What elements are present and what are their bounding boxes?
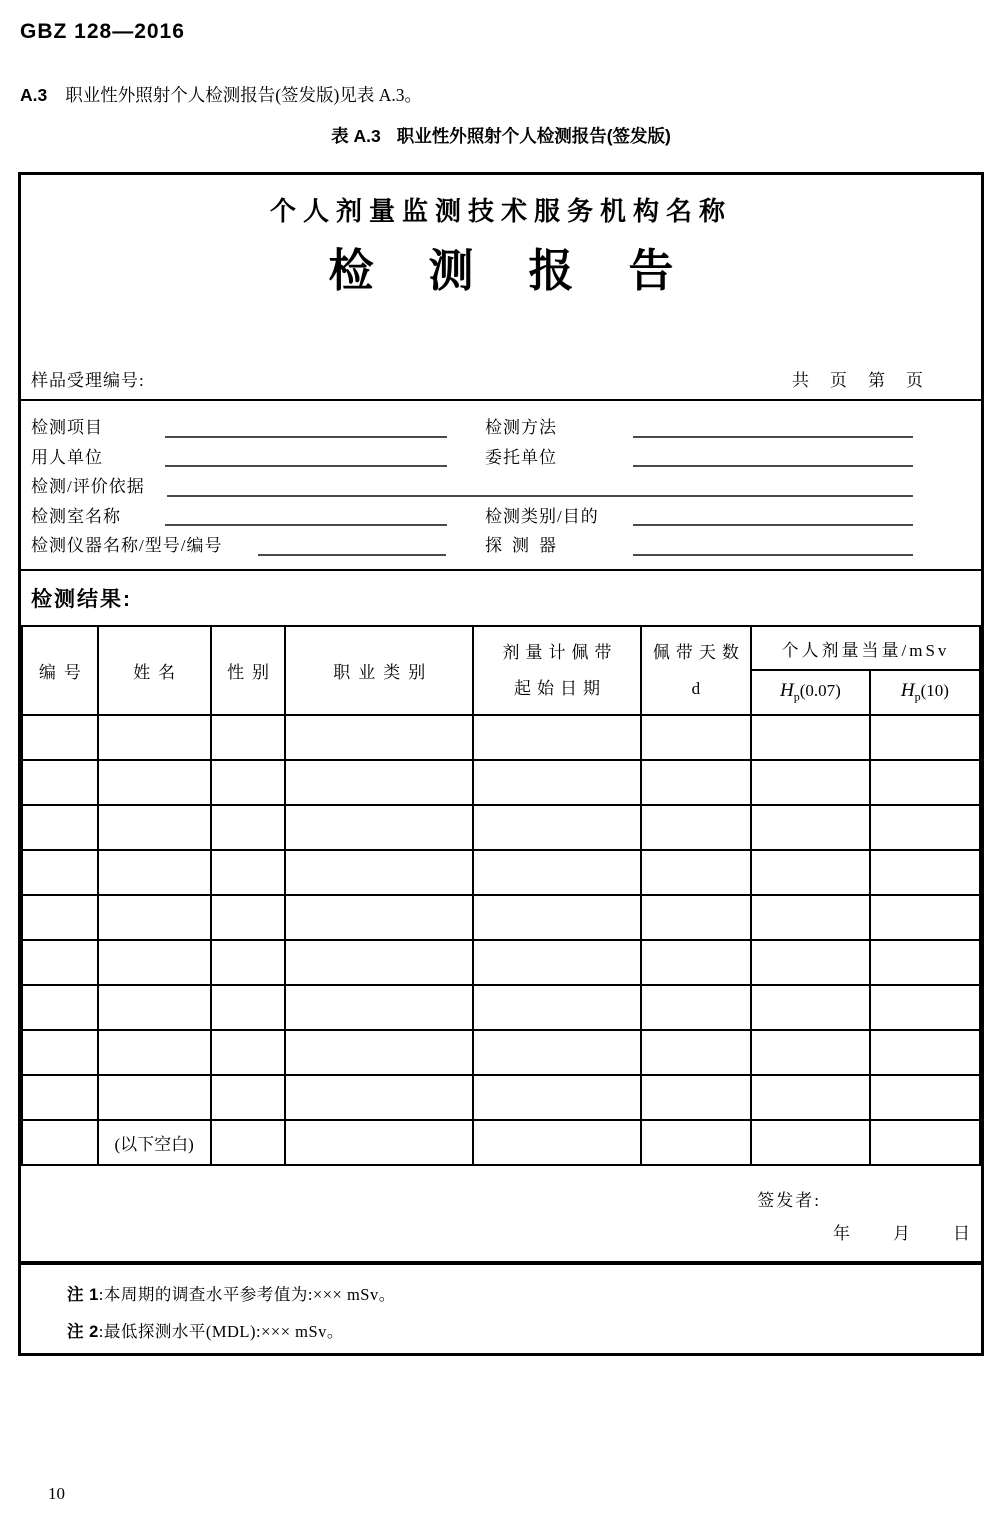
col-header-number: 编号	[22, 626, 98, 715]
table-cell	[285, 895, 473, 940]
issuer-label: 签发者:	[757, 1191, 821, 1210]
blank-line	[633, 465, 913, 467]
table-cell	[211, 940, 286, 985]
table-cell	[22, 1030, 98, 1075]
col-header-name: 姓名	[98, 626, 211, 715]
table-cell	[22, 985, 98, 1030]
table-cell	[473, 850, 641, 895]
table-row	[22, 1120, 980, 1165]
blank-line	[165, 436, 447, 438]
table-cell	[751, 715, 870, 760]
table-cell	[751, 1120, 870, 1165]
table-row	[22, 805, 980, 850]
table-cell	[473, 760, 641, 805]
table-cell	[870, 715, 980, 760]
blank-line	[165, 524, 447, 526]
table-cell	[751, 805, 870, 850]
table-cell	[211, 1075, 286, 1120]
field-label-test-method: 检测方法	[485, 418, 557, 437]
blank-line	[633, 436, 913, 438]
col-header-wear-days: 佩带天数 d	[641, 626, 751, 715]
table-cell	[870, 1075, 980, 1120]
table-cell	[870, 1030, 980, 1075]
report-form	[18, 172, 984, 1356]
signature-section	[21, 1166, 981, 1261]
table-cell	[473, 1120, 641, 1165]
report-title: 检测报告	[328, 246, 729, 296]
results-body	[22, 715, 980, 1165]
col-header-occupation: 职业类别	[285, 626, 473, 715]
table-cell	[641, 850, 751, 895]
table-cell	[22, 850, 98, 895]
table-cell	[473, 940, 641, 985]
table-cell	[285, 805, 473, 850]
table-cell	[641, 940, 751, 985]
col-header-dose-equivalent-group: 个人剂量当量/mSv	[751, 626, 980, 670]
note-1-label: 注 1	[67, 1286, 99, 1304]
table-cell	[211, 895, 286, 940]
table-row	[22, 1030, 980, 1075]
table-row	[22, 985, 980, 1030]
table-cell	[211, 760, 286, 805]
table-cell	[473, 1030, 641, 1075]
clause-number: A.3	[20, 85, 48, 105]
note-2-text: :最低探测水平(MDL):××× mSv。	[98, 1322, 344, 1341]
table-cell	[870, 805, 980, 850]
table-row	[22, 1075, 980, 1120]
form-row	[21, 530, 981, 560]
table-cell	[285, 940, 473, 985]
table-cell	[98, 760, 211, 805]
sample-number-row	[21, 366, 981, 390]
table-cell	[285, 850, 473, 895]
table-cell	[285, 1120, 473, 1165]
table-cell	[211, 1030, 286, 1075]
col-header-wear-start-date: 剂量计佩带 起始日期	[473, 626, 641, 715]
field-label-test-item: 检测项目	[31, 418, 103, 437]
note-1	[67, 1281, 981, 1305]
results-table	[21, 625, 981, 1166]
field-label-detector: 探测器	[485, 536, 566, 555]
table-cell	[22, 895, 98, 940]
table-cell	[285, 760, 473, 805]
table-cell	[98, 985, 211, 1030]
blank-line	[633, 554, 913, 556]
table-cell	[870, 1120, 980, 1165]
table-cell	[870, 760, 980, 805]
table-cell	[473, 1075, 641, 1120]
table-cell	[22, 940, 98, 985]
table-cell	[870, 895, 980, 940]
table-cell	[211, 985, 286, 1030]
table-cell	[870, 850, 980, 895]
table-row	[22, 895, 980, 940]
field-label-instrument: 检测仪器名称/型号/编号	[31, 536, 223, 555]
table-cell	[751, 1030, 870, 1075]
table-cell	[285, 1075, 473, 1120]
field-label-lab-name: 检测室名称	[31, 506, 121, 526]
table-cell	[211, 850, 286, 895]
table-cell: (以下空白)	[98, 1120, 211, 1165]
blank-line	[165, 465, 447, 467]
table-cell	[22, 805, 98, 850]
standard-code: GBZ 128—2016	[20, 20, 185, 43]
blank-line	[633, 524, 913, 526]
note-2	[67, 1318, 981, 1342]
table-cell	[473, 715, 641, 760]
table-caption-title: 职业性外照射个人检测报告(签发版)	[396, 126, 671, 146]
table-cell	[211, 805, 286, 850]
table-row	[22, 715, 980, 760]
report-header-section	[21, 191, 981, 399]
note-2-label: 注 2	[67, 1323, 99, 1341]
table-cell	[22, 1075, 98, 1120]
field-label-client: 委托单位	[485, 447, 557, 467]
table-cell	[285, 1030, 473, 1075]
table-cell	[211, 1120, 286, 1165]
clause-text: 职业性外照射个人检测报告(签发版)见表 A.3。	[65, 85, 423, 105]
table-cell	[751, 940, 870, 985]
table-cell	[641, 1030, 751, 1075]
table-row	[22, 850, 980, 895]
table-cell	[641, 760, 751, 805]
table-cell	[285, 715, 473, 760]
form-row	[21, 412, 981, 442]
table-cell	[641, 1075, 751, 1120]
field-label-test-category: 检测类别/目的	[485, 506, 599, 526]
col-header-hp10: $H_p(10)$	[870, 670, 980, 715]
table-caption-label: 表 A.3	[331, 126, 381, 146]
form-fields-section	[21, 399, 981, 569]
table-cell	[98, 1075, 211, 1120]
table-cell	[98, 805, 211, 850]
table-cell	[98, 715, 211, 760]
clause-a3	[20, 82, 422, 107]
table-cell	[211, 715, 286, 760]
table-cell	[870, 940, 980, 985]
blank-line	[258, 554, 446, 556]
table-cell	[751, 760, 870, 805]
table-cell	[22, 715, 98, 760]
table-cell	[751, 850, 870, 895]
page-number: 10	[48, 1484, 65, 1503]
table-cell	[641, 985, 751, 1030]
table-row	[22, 760, 980, 805]
sample-number-label: 样品受理编号:	[31, 371, 145, 390]
table-cell	[751, 985, 870, 1030]
results-section-label: 检测结果:	[21, 569, 981, 625]
table-cell	[98, 850, 211, 895]
field-label-employer: 用人单位	[31, 447, 103, 467]
table-caption	[0, 123, 1002, 148]
table-row	[22, 940, 980, 985]
table-cell	[641, 715, 751, 760]
table-cell	[641, 895, 751, 940]
table-cell	[473, 985, 641, 1030]
blank-line	[167, 495, 913, 497]
date-label: 年 月 日	[833, 1224, 973, 1243]
table-cell	[98, 895, 211, 940]
table-cell	[22, 1120, 98, 1165]
form-row	[21, 501, 981, 531]
table-cell	[751, 1075, 870, 1120]
col-header-hp007: $H_p(0.07)$	[751, 670, 870, 715]
notes-section	[21, 1261, 981, 1353]
table-cell	[641, 1120, 751, 1165]
pages-label: 共 页 第 页	[792, 371, 925, 390]
table-cell	[285, 985, 473, 1030]
field-label-evaluation-basis: 检测/评价依据	[31, 477, 145, 496]
table-cell	[98, 940, 211, 985]
table-cell	[22, 760, 98, 805]
note-1-text: :本周期的调查水平参考值为:××× mSv。	[98, 1285, 396, 1304]
org-name: 个人剂量监测技术服务机构名称	[269, 196, 732, 226]
table-cell	[751, 895, 870, 940]
table-cell	[98, 1030, 211, 1075]
table-cell	[473, 805, 641, 850]
col-header-sex: 性别	[211, 626, 286, 715]
form-row	[21, 471, 981, 501]
form-row	[21, 442, 981, 472]
table-cell	[473, 895, 641, 940]
table-cell	[641, 805, 751, 850]
table-cell	[870, 985, 980, 1030]
